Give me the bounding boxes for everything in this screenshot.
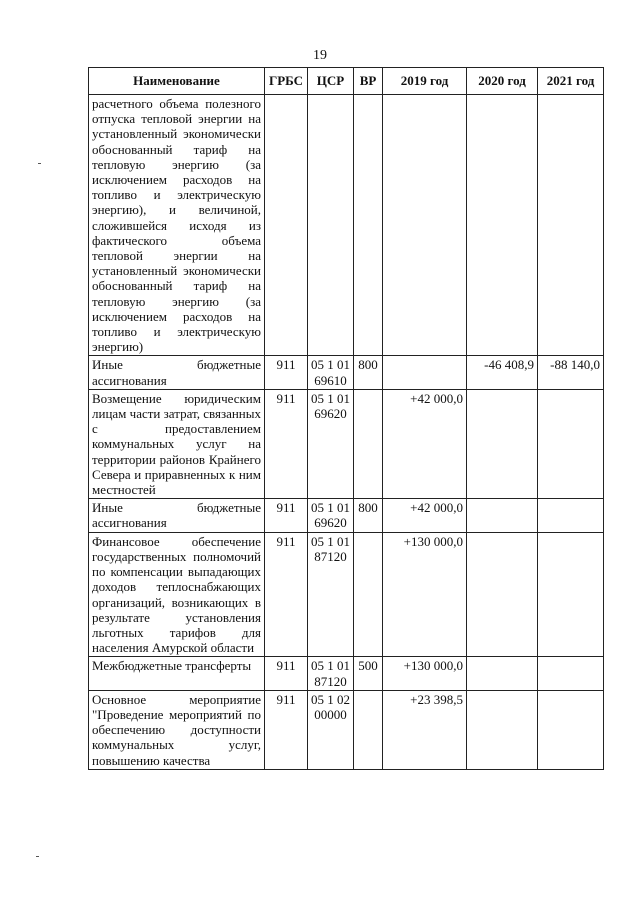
cell-2020: [467, 389, 538, 498]
cell-grbs: 911: [265, 532, 308, 657]
cell-name: расчетного объема полезного отпуска тепловой энергии на установленный экономически обоснованный тариф на тепловую энергию (за исключением расходов на топливо и электрическую энергию), и величиной, сложившейся исходя из фактического объема тепловой энергии на установленный экономически обоснованный тариф на тепловую энергию (за исключением расходов на топливо и электрическую энергию): [89, 95, 265, 356]
cell-2019: +23 398,5: [383, 690, 467, 769]
cell-2019: [383, 95, 467, 356]
cell-vr: 800: [354, 356, 383, 389]
budget-table: [88, 67, 604, 770]
cell-2019: +130 000,0: [383, 532, 467, 657]
header-grbs: ГРБС: [265, 68, 308, 95]
cell-2019: +42 000,0: [383, 499, 467, 532]
page-number: 19: [313, 48, 327, 63]
cell-name: Иные бюджетные ассигнования: [89, 356, 265, 389]
table-row: [89, 356, 604, 389]
cell-vr: 800: [354, 499, 383, 532]
cell-grbs: 911: [265, 657, 308, 690]
cell-name: Межбюджетные трансферты: [89, 657, 265, 690]
cell-2020: [467, 95, 538, 356]
cell-grbs: 911: [265, 690, 308, 769]
cell-csr: 05 1 02 00000: [308, 690, 354, 769]
header-2021: 2021 год: [538, 68, 604, 95]
table-row: [89, 389, 604, 498]
header-name: Наименование: [89, 68, 265, 95]
cell-2019: +42 000,0: [383, 389, 467, 498]
cell-2021: [538, 532, 604, 657]
table-row: [89, 499, 604, 532]
cell-vr: [354, 532, 383, 657]
cell-csr: 05 1 01 69620: [308, 389, 354, 498]
cell-name: Основное мероприятие "Проведение мероприятий по обеспечению доступности коммунальных услуг, повышению качества: [89, 690, 265, 769]
cell-2021: -88 140,0: [538, 356, 604, 389]
header-2020: 2020 год: [467, 68, 538, 95]
cell-name: Финансовое обеспечение государственных полномочий по компенсации выпадающих доходов теплоснабжающих организаций, возникающих в результате установления льготных тарифов для населения Амурской области: [89, 532, 265, 657]
cell-2021: [538, 95, 604, 356]
cell-grbs: [265, 95, 308, 356]
cell-2019: [383, 356, 467, 389]
cell-2021: [538, 690, 604, 769]
cell-csr: 05 1 01 87120: [308, 657, 354, 690]
cell-2021: [538, 389, 604, 498]
scan-speck: [38, 163, 41, 164]
table-row: [89, 657, 604, 690]
cell-vr: [354, 690, 383, 769]
cell-csr: 05 1 01 87120: [308, 532, 354, 657]
header-vr: ВР: [354, 68, 383, 95]
cell-2020: [467, 690, 538, 769]
cell-vr: [354, 389, 383, 498]
cell-grbs: 911: [265, 389, 308, 498]
cell-csr: 05 1 01 69620: [308, 499, 354, 532]
cell-name: Иные бюджетные ассигнования: [89, 499, 265, 532]
cell-2020: -46 408,9: [467, 356, 538, 389]
cell-name: Возмещение юридическим лицам части затрат, связанных с предоставлением коммунальных услуг на территории районов Крайнего Севера и приравненных к ним местностей: [89, 389, 265, 498]
cell-2021: [538, 499, 604, 532]
cell-2020: [467, 532, 538, 657]
cell-2019: +130 000,0: [383, 657, 467, 690]
cell-2020: [467, 499, 538, 532]
cell-vr: 500: [354, 657, 383, 690]
cell-grbs: 911: [265, 499, 308, 532]
table-header-row: [89, 68, 604, 95]
table-row: [89, 95, 604, 356]
cell-2020: [467, 657, 538, 690]
cell-csr: 05 1 01 69610: [308, 356, 354, 389]
table-row: [89, 532, 604, 657]
cell-csr: [308, 95, 354, 356]
cell-2021: [538, 657, 604, 690]
header-csr: ЦСР: [308, 68, 354, 95]
header-2019: 2019 год: [383, 68, 467, 95]
scan-speck: [36, 856, 39, 857]
cell-vr: [354, 95, 383, 356]
table-row: [89, 690, 604, 769]
cell-grbs: 911: [265, 356, 308, 389]
